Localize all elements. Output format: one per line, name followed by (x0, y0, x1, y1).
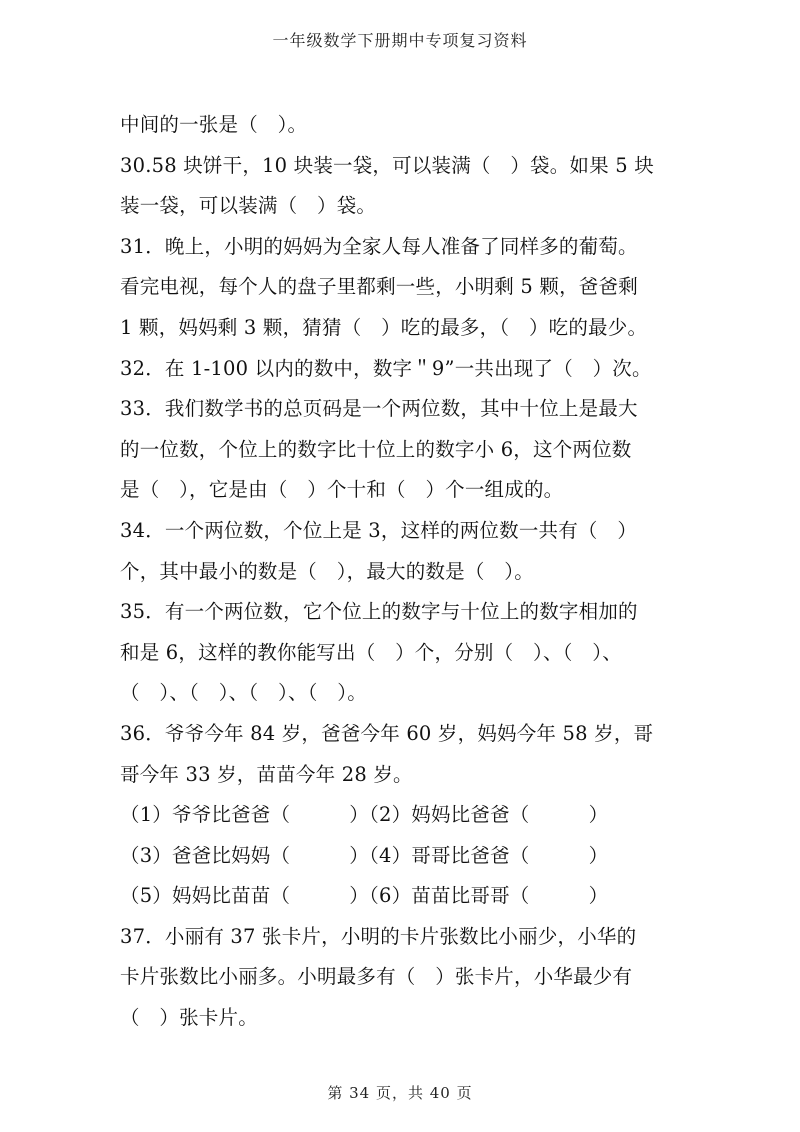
document-body (120, 105, 680, 1039)
text-line: 32．在 1-100 以内的数中，数字＂9”一共出现了（ ）次。 (120, 356, 652, 380)
text-line: 中间的一张是（ ）。 (120, 113, 308, 136)
text-line: 哥今年 33 岁，苗苗今年 28 岁。 (120, 762, 413, 786)
text-line: 卡片张数比小丽多。小明最多有（ ）张卡片，小华最少有 (120, 965, 633, 989)
page-footer: 第 34 页，共 40 页 (327, 1084, 473, 1102)
text-line: 的一位数，个位上的数字比十位上的数字小 6，这个两位数 (120, 437, 632, 461)
text-line: 36．爷爷今年 84 岁，爸爸今年 60 岁，妈妈今年 58 岁，哥 (120, 721, 654, 745)
page-header: 一年级数学下册期中专项复习资料 (272, 31, 528, 50)
text-line: 30.58 块饼干，10 块装一袋，可以装满（ ）袋。如果 5 块 (120, 153, 654, 177)
text-line: 1 颗，妈妈剩 3 颗，猜猜（ ）吃的最多，（ ）吃的最少。 (120, 315, 648, 339)
text-line: 个，其中最小的数是（ ），最大的数是（ ）。 (120, 559, 534, 583)
text-line: 是（ ），它是由（ ）个十和（ ）个一组成的。 (120, 478, 564, 502)
sub-question-line: （3）爸爸比妈妈（ ）（4）哥哥比爸爸（ ） (120, 843, 609, 867)
text-line: 35．有一个两位数，它个位上的数字与十位上的数字相加的 (120, 600, 638, 624)
sub-question-line: （1）爷爷比爸爸（ ）（2）妈妈比爸爸（ ） (120, 803, 609, 827)
text-line: 装一袋，可以装满（ ）袋。 (120, 194, 377, 218)
text-line: 和是 6，这样的教你能写出（ ）个，分别（ ）、（ ）、 (120, 640, 622, 664)
text-line: （ ）、（ ）、（ ）、（ ）。 (120, 681, 367, 705)
text-line: 34．一个两位数，个位上是 3，这样的两位数一共有（ ） (120, 518, 638, 542)
text-line: 31．晚上，小明的妈妈为全家人每人准备了同样多的葡萄。 (120, 234, 638, 258)
text-line: 33．我们数学书的总页码是一个两位数，其中十位上是最大 (120, 397, 638, 421)
text-line: 看完电视，每个人的盘子里都剩一些，小明剩 5 颗，爸爸剩 (120, 275, 638, 299)
text-line: 37．小丽有 37 张卡片，小明的卡片张数比小丽少，小华的 (120, 924, 637, 948)
text-line: （ ）张卡片。 (120, 1006, 258, 1030)
sub-question-line: （5）妈妈比苗苗（ ）（6）苗苗比哥哥（ ） (120, 884, 609, 908)
